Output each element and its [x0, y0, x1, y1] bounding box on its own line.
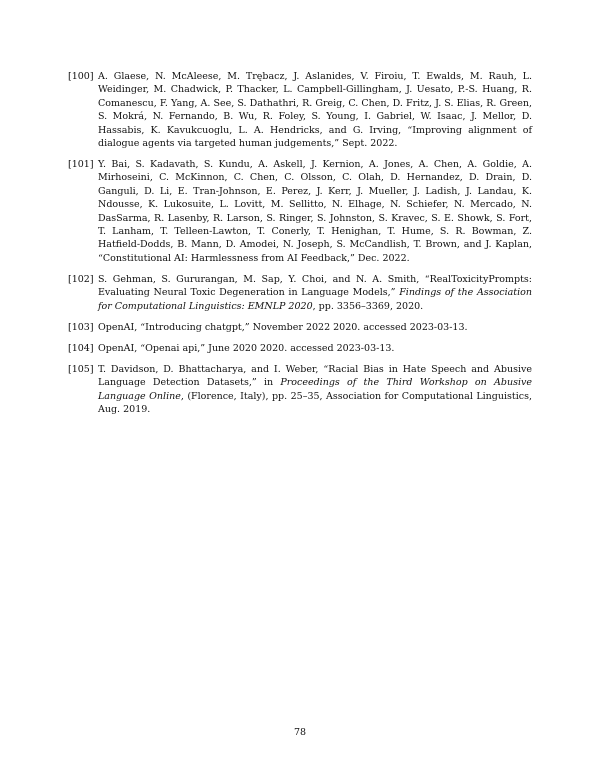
reference-entry-105: [68, 363, 532, 417]
reference-list: [68, 70, 532, 424]
reference-text: A. Glaese, N. McAleese, M. Trębacz, J. Aslanides, V. Firoiu, T. Ewalds, M. Rauh, L. Weidinger, M. Chadwick, P. Thacker, L. Campbell-Gillingham, J. Uesato, P.-S. Huang, R. Comanescu, F. Yang, A. See, S. Dathathri, R. Greig, C. Chen, D. Fritz, J. S. Elias, R. Green, S. Mokrá, N. Fernando, B. Wu, R. Foley, S. Young, I. Gabriel, W. Isaac, J. Mellor, D. Hassabis, K. Kavukcuoglu, L. A. Hendricks, and G. Irving, “Improving alignment of dialogue agents via targeted human judgements,” Sept. 2022.: [98, 71, 532, 150]
reference-number: [102]: [68, 273, 94, 285]
reference-text: OpenAI, “Openai api,” June 2020 2020. accessed 2023-03-13.: [98, 342, 395, 354]
reference-venue: Findings of the Association for Computational Linguistics: EMNLP 2020: [98, 287, 532, 312]
reference-entry-104: [68, 342, 532, 355]
reference-entry-102: [68, 273, 532, 313]
reference-details: , pp. 3356–3369, 2020.: [312, 300, 424, 312]
reference-number: [100]: [68, 71, 94, 82]
reference-text: Y. Bai, S. Kadavath, S. Kundu, A. Askell, J. Kernion, A. Jones, A. Chen, A. Goldie, A. Mirhoseini, C. McKinnon, C. Chen, C. Olsson, C. Olah, D. Hernandez, D. Drain, D. Ganguli, D. Li, E. Tran-Johnson, E. Perez, J. Kerr, J. Mueller, J. Ladish, J. Landau, K. Ndousse, K. Lukosuite, L. Lovitt, M. Sellitto, N. Elhage, N. Schiefer, N. Mercado, N. DasSarma, R. Lasenby, R. Larson, S. Ringer, S. Johnston, S. Kravec, S. E. Showk, S. Fort, T. Lanham, T. Telleen-Lawton, T. Conerly, T. Henighan, T. Hume, S. R. Bowman, Z. Hatfield-Dodds, B. Mann, D. Amodei, N. Joseph, S. McCandlish, T. Brown, and J. Kaplan, “Constitutional AI: Harmlessness from AI Feedback,” Dec. 2022.: [98, 159, 532, 264]
reference-number: [103]: [68, 321, 94, 333]
reference-entry-100: [68, 70, 532, 150]
page-number: 78: [293, 727, 307, 738]
reference-number: [105]: [68, 363, 94, 375]
reference-text: T. Davidson, D. Bhattacharya, and I. Weber, “Racial Bias in Hate Speech and Abusive Language Detection Datasets,” in: [98, 363, 532, 389]
reference-entry-101: [68, 158, 532, 265]
reference-text: OpenAI, “Introducing chatgpt,” November 2022 2020. accessed 2023-03-13.: [98, 321, 468, 333]
reference-details: , (Florence, Italy), pp. 25–35, Association for Computational Linguistics, Aug. 2019.: [98, 390, 532, 415]
reference-venue: Proceedings of the Third Workshop on Abusive Language Online: [98, 377, 532, 402]
reference-number: [104]: [68, 342, 94, 354]
reference-text: S. Gehman, S. Gururangan, M. Sap, Y. Choi, and N. A. Smith, “RealToxicityPrompts: Evaluating Neural Toxic Degeneration in Language Models,”: [98, 273, 532, 299]
reference-entry-103: [68, 321, 532, 334]
reference-number: [101]: [68, 159, 94, 171]
